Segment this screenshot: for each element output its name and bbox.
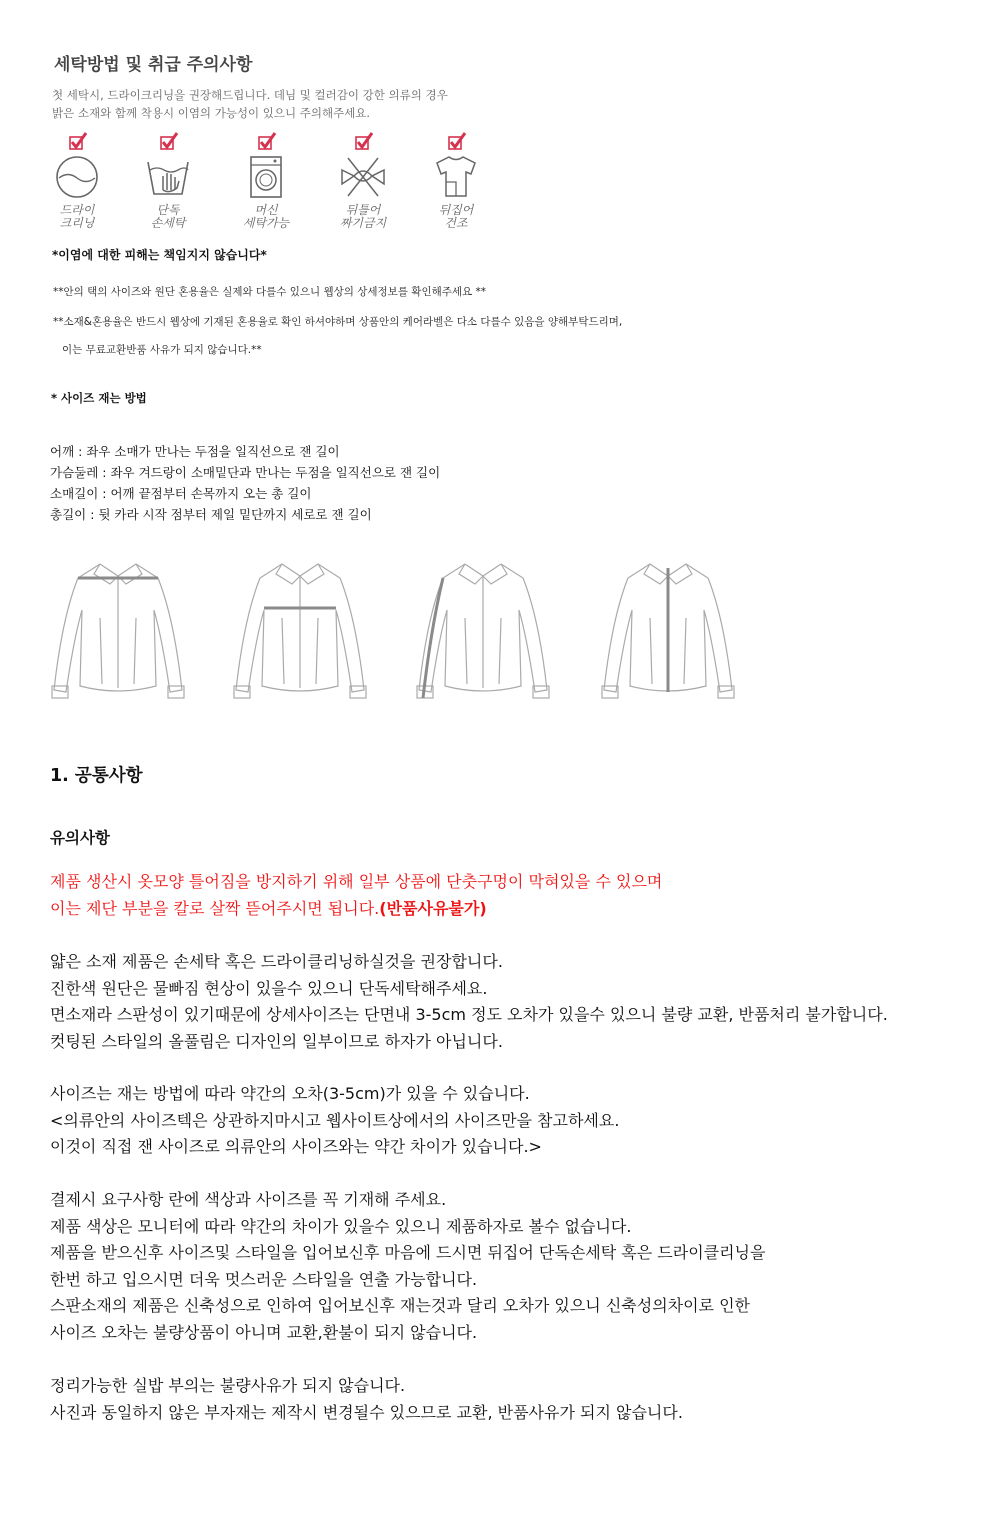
- care-item-hand-wash: [128, 132, 208, 230]
- no-wring-icon: [340, 154, 386, 200]
- washing-machine-icon: [243, 154, 289, 200]
- check-icon: [445, 132, 467, 150]
- check-icon: [352, 132, 374, 150]
- size-line: 어깨 : 좌우 소매가 만나는 두점을 일직선으로 잰 길이: [50, 444, 340, 459]
- care-item-dry-clean: [37, 132, 117, 230]
- size-line: 총길이 : 뒷 카라 시작 점부터 제일 밑단까지 세로로 잰 길이: [50, 507, 372, 522]
- length-diagram: [598, 558, 738, 708]
- no-return-badge: (반품사유불가): [379, 898, 487, 918]
- dry-clean-icon: [54, 154, 100, 200]
- check-icon: [66, 132, 88, 150]
- size-line: 소매길이 : 어깨 끝점부터 손목까지 오는 총 길이: [50, 486, 312, 501]
- intro-line: 첫 세탁시, 드라이크리닝을 권장해드립니다. 데님 및 컬러감이 강한 의류의 경우: [52, 88, 448, 102]
- care-item-no-wring: [323, 132, 403, 230]
- care-label: 드라이 크리닝: [59, 203, 95, 230]
- paragraph: 얇은 소재 제품은 손세탁 혹은 드라이클리닝하실것을 권장합니다. 진한색 원단은 물빠짐 현상이 있을수 있으니 단독세탁해주세요. 면소재라 스판성이 있기때문에 상세사이즈는 단면내 3-5cm 정도 오차가 있을수 있으니 불량 교환, 반품처리 불가합니다. 컷팅된 스타일의 올풀림은 디자인의 일부이므로 하자가 아닙니다.: [50, 952, 888, 1051]
- red-line: 제품 생산시 옷모양 틀어짐을 방지하기 위해 일부 상품에 단춧구멍이 막혀있을 수 있으며: [50, 872, 663, 891]
- paragraph: 정리가능한 실밥 부의는 불량사유가 되지 않습니다. 사진과 동일하지 않은 부자재는 제작시 변경될수 있으므로 교환, 반품사유가 되지 않습니다.: [50, 1376, 683, 1422]
- check-icon: [255, 132, 277, 150]
- paragraph: 결제시 요구사항 란에 색상과 사이즈를 꼭 기재해 주세요. 제품 색상은 모니터에 따라 약간의 차이가 있을수 있으니 제품하자로 볼수 없습니다. 제품을 받으신후 사이즈및 스타일을 입어보신후 마음에 드시면 뒤집어 단독손세탁 혹은 드라이클리닝을 한번 하고 입으시면 더욱 멋스러운 스타일을 연출 가능합니다. 스판소재의 제품은 신축성으로 인하여 입어보신후 재는것과 달리 오차가 있으니 신축성의차이로 인한 사이즈 오차는 불량상품이 아니며 교환,환불이 되지 않습니다.: [50, 1190, 766, 1342]
- shoulder-diagram: [48, 558, 188, 708]
- note-line: **안의 택의 사이즈와 원단 혼용율은 실제와 다를수 있으니 웹상의 상세정보를 확인해주세요 **: [53, 286, 487, 298]
- care-item-inside-out-dry: [416, 132, 496, 230]
- paragraph: 사이즈는 재는 방법에 따라 약간의 오차(3-5cm)가 있을 수 있습니다. <의류안의 사이즈텍은 상관하지마시고 웹사이트상에서의 사이즈만을 참고하세요. 이것이 직접 잰 사이즈로 의류안의 사이즈와는 약간 차이가 있습니다.>: [50, 1084, 620, 1156]
- check-icon: [157, 132, 179, 150]
- inside-out-dry-icon: [433, 154, 479, 200]
- red-notice: [50, 869, 662, 922]
- red-line: 이는 제단 부분을 칼로 살짝 뜯어주시면 됩니다.(반품사유불가): [50, 898, 487, 918]
- size-line: 가슴둘레 : 좌우 겨드랑이 소매밑단과 만나는 두점을 일직선으로 잰 길이: [50, 465, 441, 480]
- care-label: 단독 손세탁: [150, 203, 186, 230]
- dye-warning: *이염에 대한 피해는 책임지지 않습니다*: [52, 248, 267, 262]
- care-label: 머신 세탁가능: [242, 203, 290, 230]
- note-line: 이는 무료교환반품 사유가 되지 않습니다.**: [62, 344, 262, 356]
- size-heading: * 사이즈 재는 방법: [51, 391, 147, 405]
- intro-text: [52, 86, 448, 122]
- intro-line: 밝은 소재와 함께 착용시 이염의 가능성이 있으니 주의해주세요.: [52, 106, 371, 120]
- care-label: 뒤틀어 짜기금지: [339, 203, 387, 230]
- chest-diagram: [230, 558, 370, 708]
- hand-wash-icon: [145, 154, 191, 200]
- care-item-machine-wash: [226, 132, 306, 230]
- subsection-title: 유의사항: [50, 829, 110, 847]
- page-title: 세탁방법 및 취급 주의사항: [54, 55, 253, 75]
- section-title: 1. 공통사항: [50, 766, 143, 786]
- sleeve-diagram: [413, 558, 553, 708]
- note-line: **소재&혼용율은 반드시 웹상에 기재된 혼용율로 확인 하셔야하며 상품안의 케어라벨은 다소 다를수 있음을 양해부탁드리며,: [53, 316, 623, 328]
- care-label: 뒤집어 건조: [438, 203, 474, 230]
